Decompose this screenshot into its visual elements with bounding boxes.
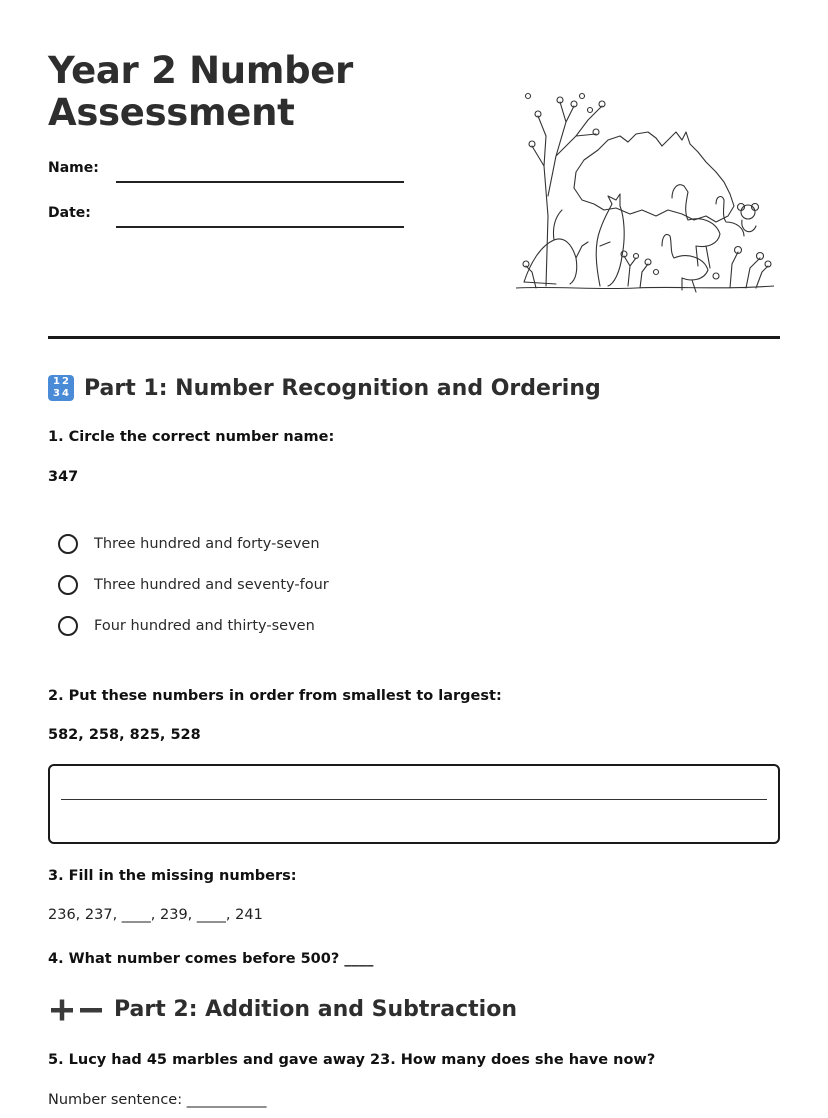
australia-map-outline (574, 132, 734, 222)
part1-heading (48, 375, 601, 401)
name-write-line[interactable] (116, 181, 404, 183)
part2-heading (48, 997, 517, 1022)
q3-prompt: 3. Fill in the missing numbers: (48, 868, 297, 884)
date-field[interactable] (48, 205, 408, 229)
input-numbers-icon: 1 2 3 4 (48, 375, 74, 401)
q1-option-label: Four hundred and thirty-seven (94, 618, 315, 634)
date-label: Date: (48, 205, 91, 221)
q1-number: 347 (48, 469, 79, 485)
q1-prompt: 1. Circle the correct number name: (48, 429, 335, 445)
emu-front (662, 234, 708, 292)
part2-heading-text: Part 2: Addition and Subtraction (114, 997, 517, 1022)
ground-plants (516, 252, 774, 289)
q5-number-sentence: Number sentence: ___________ (48, 1092, 267, 1108)
radio-circle-icon[interactable] (58, 534, 78, 554)
q3-sequence: 236, 237, ____, 239, ____, 241 (48, 907, 263, 923)
kangaroo-large (524, 210, 588, 284)
date-write-line[interactable] (116, 226, 404, 228)
q1-option-3[interactable] (58, 614, 315, 638)
ground-flowers (523, 247, 771, 280)
plus-minus-icon (48, 998, 104, 1022)
q1-option-2[interactable] (58, 573, 329, 597)
q2-answer-box[interactable] (48, 764, 780, 844)
part1-heading-text: Part 1: Number Recognition and Ordering (84, 375, 601, 401)
header-divider (48, 336, 780, 339)
emu-back (672, 185, 720, 268)
q4-prompt: 4. What number comes before 500? ____ (48, 951, 374, 967)
gum-tree (532, 102, 602, 286)
q2-prompt: 2. Put these numbers in order from smallest to largest: (48, 688, 502, 704)
emu-right (716, 197, 744, 236)
radio-circle-icon[interactable] (58, 575, 78, 595)
q5-prompt: 5. Lucy had 45 marbles and gave away 23. How many does she have now? (48, 1052, 656, 1068)
q1-option-label: Three hundred and seventy-four (94, 577, 329, 593)
name-field[interactable] (48, 160, 408, 184)
radio-circle-icon[interactable] (58, 616, 78, 636)
q2-answer-line[interactable] (61, 799, 767, 800)
australian-animals-illustration (516, 76, 774, 296)
q1-option-1[interactable] (58, 532, 320, 556)
name-label: Name: (48, 160, 99, 176)
page-title: Year 2 Number Assessment (48, 49, 353, 134)
q1-option-label: Three hundred and forty-seven (94, 536, 320, 552)
q2-numbers: 582, 258, 825, 528 (48, 727, 201, 743)
